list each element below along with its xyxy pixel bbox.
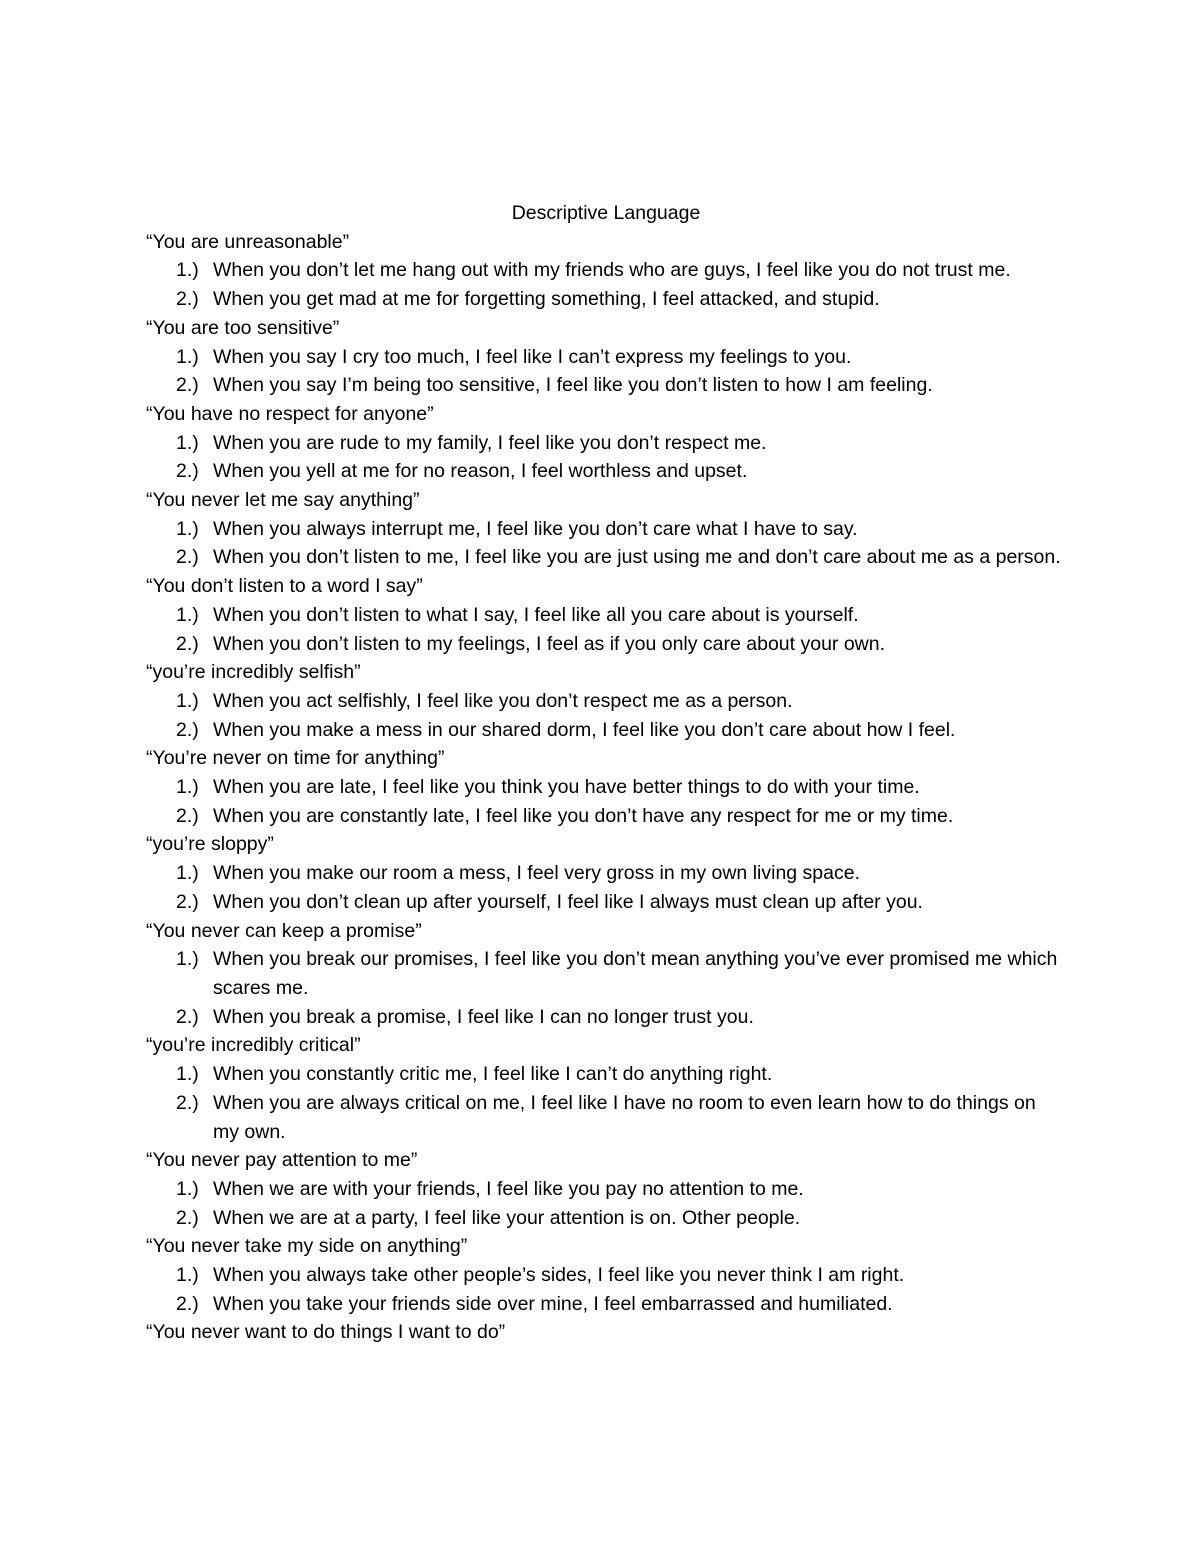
- list-item-text: When you are always critical on me, I feel like I have no room to even learn how to do things on my own.: [213, 1091, 1036, 1143]
- statement-section: [146, 1318, 1066, 1347]
- statement-section: [146, 1232, 1066, 1318]
- statement-section: [146, 830, 1066, 916]
- list-item-number: 2.): [176, 546, 199, 569]
- list-item-number: 2.): [176, 718, 199, 741]
- list-item-text: When you are constantly late, I feel like you don’t have any respect for me or my time.: [213, 804, 954, 827]
- statement-section: [146, 1031, 1066, 1146]
- statement-section: [146, 917, 1066, 1032]
- list-item: [146, 1290, 1066, 1319]
- statement-section: [146, 486, 1066, 572]
- statement-prompt: “You never want to do things I want to do”: [146, 1321, 506, 1344]
- list-item-number: 1.): [176, 862, 199, 885]
- list-item: [146, 1204, 1066, 1233]
- statement-section: [146, 314, 1066, 400]
- list-item-number: 1.): [176, 345, 199, 368]
- list-item-text: When you don’t listen to what I say, I feel like all you care about is yourself.: [213, 603, 859, 626]
- list-item-number: 1.): [176, 431, 199, 454]
- list-item: [146, 429, 1066, 458]
- list-item-number: 2.): [176, 374, 199, 397]
- list-item-text: When you say I cry too much, I feel like I can’t express my feelings to you.: [213, 345, 852, 368]
- list-item-number: 1.): [176, 1177, 199, 1200]
- list-item-number: 1.): [176, 517, 199, 540]
- list-item-text: When you always interrupt me, I feel like you don’t care what I have to say.: [213, 517, 858, 540]
- list-item-text: When you make a mess in our shared dorm, I feel like you don’t care about how I feel.: [213, 718, 956, 741]
- list-item: [146, 630, 1066, 659]
- list-item: [146, 1089, 1066, 1146]
- list-item-number: 2.): [176, 890, 199, 913]
- list-item: [146, 716, 1066, 745]
- list-item-text: When you make our room a mess, I feel very gross in my own living space.: [213, 862, 861, 885]
- list-item-text: When you yell at me for no reason, I feel worthless and upset.: [213, 460, 748, 483]
- list-item: [146, 1175, 1066, 1204]
- list-item-text: When you act selfishly, I feel like you don’t respect me as a person.: [213, 689, 793, 712]
- list-item-number: 1.): [176, 1264, 199, 1287]
- statement-prompt: “You are too sensitive”: [146, 316, 340, 339]
- list-item-number: 2.): [176, 1292, 199, 1315]
- list-item-text: When you get mad at me for forgetting something, I feel attacked, and stupid.: [213, 288, 880, 311]
- statement-section: [146, 400, 1066, 486]
- document-title: Descriptive Language: [511, 202, 701, 224]
- list-item-number: 1.): [176, 948, 199, 971]
- statement-prompt: “You don’t listen to a word I say”: [146, 575, 423, 598]
- list-item-number: 1.): [176, 603, 199, 626]
- list-item-number: 2.): [176, 288, 199, 311]
- list-item-number: 2.): [176, 1206, 199, 1229]
- statement-prompt: “You’re never on time for anything”: [146, 747, 445, 770]
- list-item: [146, 371, 1066, 400]
- statement-prompt: “You never can keep a promise”: [146, 919, 422, 942]
- list-item-text: When you are rude to my family, I feel like you don’t respect me.: [213, 431, 767, 454]
- list-item-text: When you don’t listen to me, I feel like you are just using me and don’t care about me as a person.: [213, 546, 1061, 569]
- statement-section: [146, 1146, 1066, 1232]
- list-item-number: 1.): [176, 259, 199, 282]
- list-item: [146, 343, 1066, 372]
- list-item-number: 2.): [176, 1005, 199, 1028]
- list-item-text: When we are with your friends, I feel like you pay no attention to me.: [213, 1177, 804, 1200]
- list-item-number: 2.): [176, 632, 199, 655]
- list-item: [146, 457, 1066, 486]
- statement-prompt: “you’re sloppy”: [146, 833, 274, 856]
- statement-prompt: “You never take my side on anything”: [146, 1235, 468, 1258]
- list-item: [146, 1003, 1066, 1032]
- statement-prompt: “you’re incredibly selfish”: [146, 661, 361, 684]
- list-item: [146, 285, 1066, 314]
- list-item-text: When you constantly critic me, I feel like I can’t do anything right.: [213, 1063, 773, 1086]
- list-item-number: 2.): [176, 1091, 199, 1114]
- list-item: [146, 773, 1066, 802]
- list-item: [146, 859, 1066, 888]
- statement-list: [146, 228, 1066, 1347]
- statement-prompt: “You have no respect for anyone”: [146, 402, 434, 425]
- list-item: [146, 515, 1066, 544]
- list-item-number: 1.): [176, 1063, 199, 1086]
- list-item-text: When you don’t clean up after yourself, I feel like I always must clean up after you.: [213, 890, 923, 913]
- list-item-text: When you don’t let me hang out with my friends who are guys, I feel like you do not trust me.: [213, 259, 1011, 282]
- list-item: [146, 888, 1066, 917]
- list-item-text: When you break a promise, I feel like I can no longer trust you.: [213, 1005, 754, 1028]
- list-item-number: 1.): [176, 776, 199, 799]
- list-item-text: When you are late, I feel like you think you have better things to do with your time.: [213, 776, 920, 799]
- list-item: [146, 1261, 1066, 1290]
- statement-section: [146, 658, 1066, 744]
- statement-prompt: “You never let me say anything”: [146, 489, 420, 512]
- statement-section: [146, 744, 1066, 830]
- list-item-text: When you take your friends side over mine, I feel embarrassed and humiliated.: [213, 1292, 893, 1315]
- list-item: [146, 1060, 1066, 1089]
- statement-section: [146, 572, 1066, 658]
- list-item-number: 2.): [176, 804, 199, 827]
- list-item-number: 2.): [176, 460, 199, 483]
- list-item-text: When you don’t listen to my feelings, I feel as if you only care about your own.: [213, 632, 886, 655]
- list-item: [146, 945, 1066, 1002]
- list-item-text: When you always take other people’s sides, I feel like you never think I am right.: [213, 1264, 905, 1287]
- list-item: [146, 687, 1066, 716]
- list-item: [146, 543, 1066, 572]
- list-item-number: 1.): [176, 689, 199, 712]
- document-body: [146, 199, 1066, 1347]
- list-item-text: When we are at a party, I feel like your attention is on. Other people.: [213, 1206, 801, 1229]
- list-item: [146, 802, 1066, 831]
- statement-prompt: “you’re incredibly critical”: [146, 1034, 361, 1057]
- statement-prompt: “You never pay attention to me”: [146, 1149, 418, 1172]
- list-item-text: When you break our promises, I feel like you don’t mean anything you’ve ever promised me which scares me.: [213, 948, 1058, 999]
- list-item-text: When you say I’m being too sensitive, I feel like you don’t listen to how I am feeling.: [213, 374, 933, 397]
- statement-prompt: “You are unreasonable”: [146, 230, 350, 253]
- list-item: [146, 601, 1066, 630]
- list-item: [146, 256, 1066, 285]
- statement-section: [146, 228, 1066, 314]
